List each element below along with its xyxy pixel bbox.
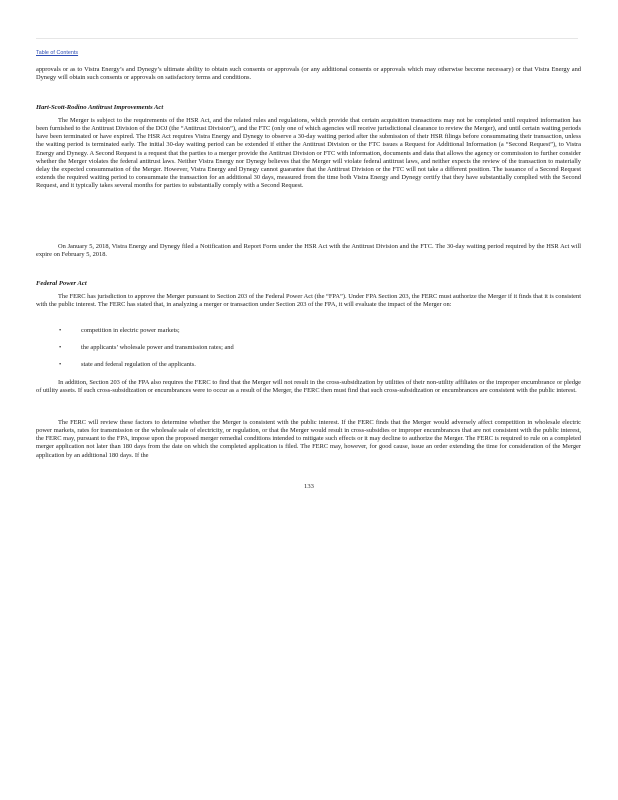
fpa-paragraph-2: In addition, Section 203 of the FPA also requires the FERC to find that the Merger will not result in the cross-subsidization by utilities of their non-utility affiliates or the improper encumbrance or pledge of utility assets. If such cross-subsidization or encumbrances were to occur as a result of the Merger, the FERC then must find that such cross-subsidization or encumbrances are consistent with the public interest.: [36, 379, 581, 395]
bullet-marker: •: [59, 327, 62, 334]
bullet-marker: •: [59, 344, 62, 351]
bullet-item-regulation: state and federal regulation of the applicants.: [81, 361, 196, 368]
intro-paragraph: approvals or as to Vistra Energy’s and Dynegy’s ultimate ability to obtain such consents or approvals (or any additional consents or approvals which may otherwise become necessary) or that Vistra Energy and Dynegy will obtain such consents or approvals on satisfactory terms and conditions.: [36, 66, 581, 82]
fpa-paragraph-3: The FERC will review these factors to determine whether the Merger is consistent with the public interest. If the FERC finds that the Merger would adversely affect competition in wholesale electric power markets, rates for transmission or the wholesale sale of electricity, or regulation, or that the Merger would result in cross-subsidies or improper encumbrances that are not consistent with the public interest, the FERC may, pursuant to the FPA, impose upon the proposed merger remedial conditions intended to mitigate such effects or it may decline to authorize the Merger. The FERC is required to rule on a completed merger application not later than 180 days from the date on which the completed application is filed. The FERC may, however, for good cause, issue an order extending the time for consideration of the Merger application by an additional 180 days. If the: [36, 419, 581, 459]
table-of-contents-link[interactable]: Table of Contents: [36, 50, 79, 56]
fpa-heading: Federal Power Act: [36, 280, 87, 287]
fpa-paragraph-1: The FERC has jurisdiction to approve the Merger pursuant to Section 203 of the Federal Power Act (the “FPA”). Under FPA Section 203, the FERC must authorize the Merger if it finds that it is consistent with the public interest. The FERC has stated that, in analyzing a merger or transaction under Section 203 of the FPA, it will evaluate the impact of the Merger on:: [36, 293, 581, 309]
page-number: 133: [304, 483, 314, 490]
bullet-item-competition: competition in electric power markets;: [81, 327, 180, 334]
bullet-marker: •: [59, 361, 62, 368]
bullet-item-rates: the applicants’ wholesale power and transmission rates; and: [81, 344, 234, 351]
hsr-paragraph-2: On January 5, 2018, Vistra Energy and Dynegy filed a Notification and Report Form under the HSR Act with the Antitrust Division and the FTC. The 30-day waiting period required by the HSR Act will expire on February 5, 2018.: [36, 243, 581, 259]
hsr-paragraph-1: The Merger is subject to the requirements of the HSR Act, and the related rules and regulations, which provide that certain acquisition transactions may not be completed until required information has been furnished to the Antitrust Division of the DOJ (the “Antitrust Division”), and the FTC (only one of which agencies will receive jurisdictional clearance to review the Merger), and until certain waiting periods have been terminated or have expired. The HSR Act requires Vistra Energy and Dynegy to observe a 30-day waiting period after the submission of their HSR filings before consummating their transaction, unless the waiting period is terminated early. The initial 30-day waiting period can be extended if either the Antitrust Division or the FTC issues a Request for Additional Information (a “Second Request”), to Vistra Energy and Dynegy. A Second Request is a request that the parties to a merger provide the Antitrust Division or FTC with information, documents and data that allows the agency or commission to further consider whether the Merger violates the federal antitrust laws. Neither Vistra Energy nor Dynegy believes that the Merger will violate federal antitrust laws, and neither expects the review of the transaction to materially delay the expected consummation of the Merger. However, Vistra Energy and Dynegy cannot guarantee that the Antitrust Division or the FTC will not take a different position. The issuance of a Second Request extends the required waiting period to consummate the transaction for an additional 30 days, measured from the time both Vistra Energy and Dynegy certify that they have substantially complied with the Second Request, and it typically takes several months for parties to substantially comply with a Second Request.: [36, 117, 581, 190]
hsr-heading: Hart-Scott-Rodino Antitrust Improvements Act: [36, 104, 164, 111]
header-divider: [36, 38, 578, 39]
